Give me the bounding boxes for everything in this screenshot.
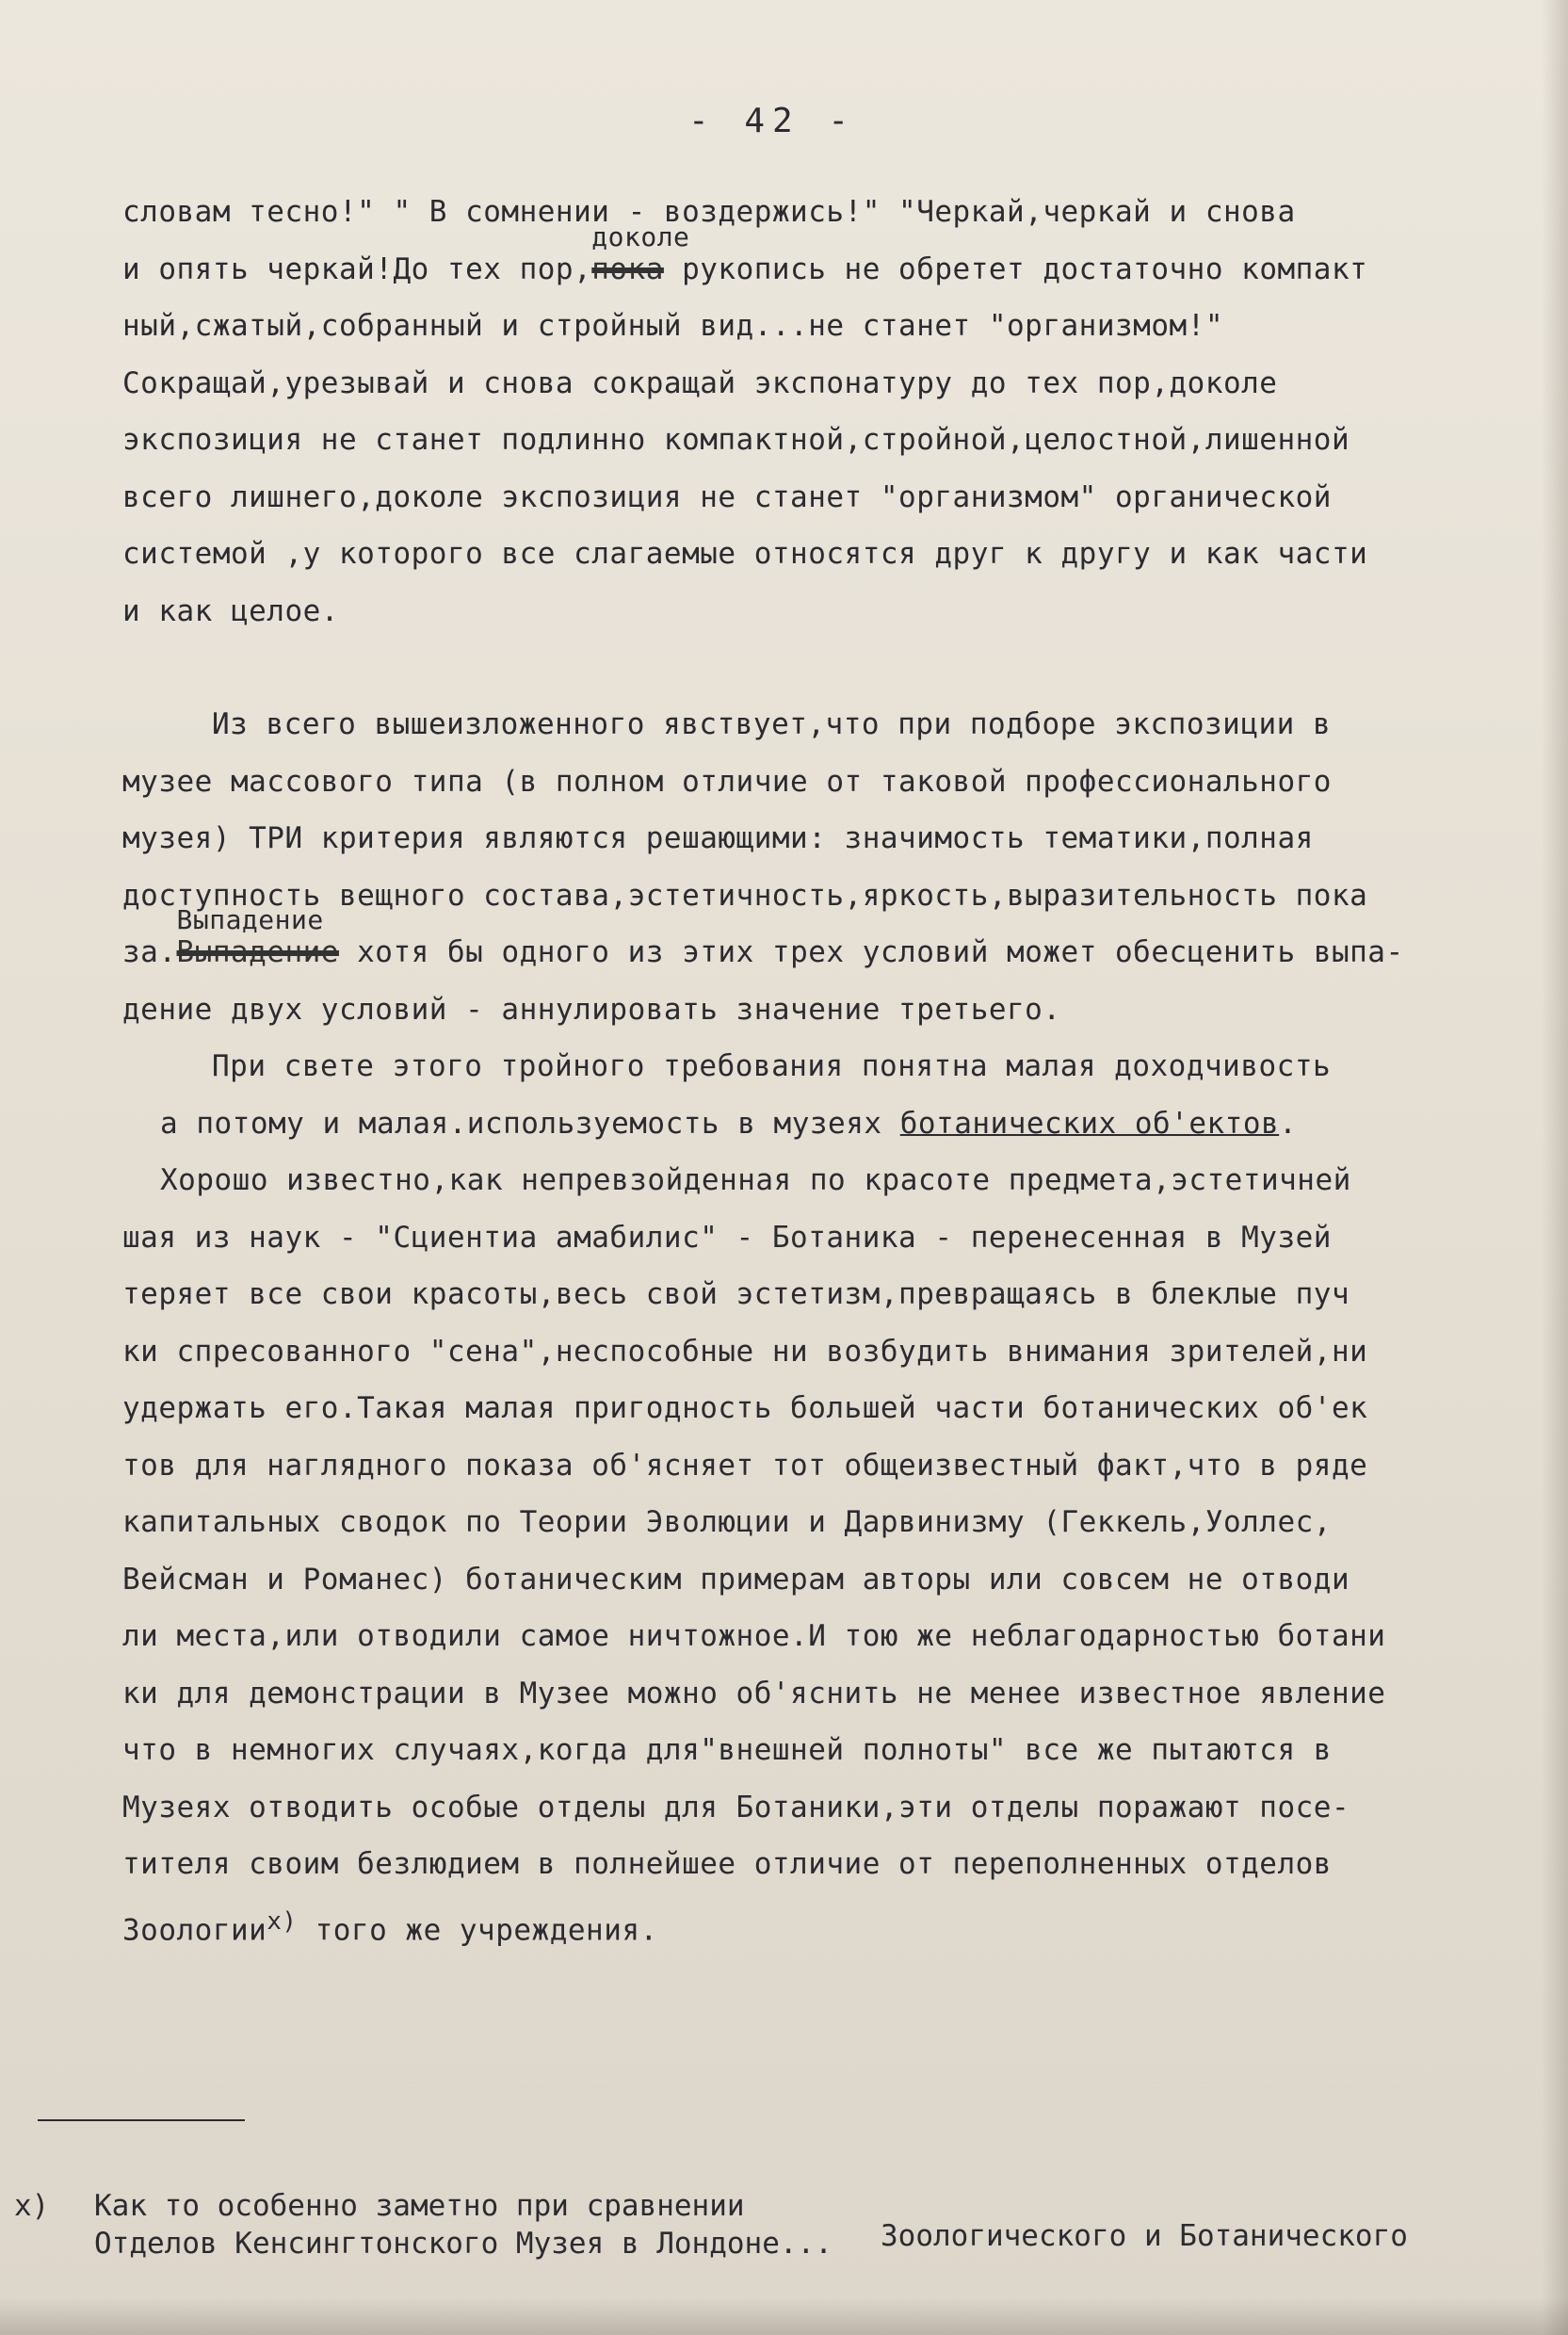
handwritten-insertion: Выпадение — [176, 904, 324, 935]
typewritten-body — [122, 184, 1554, 1950]
text-fragment: Зоологии — [122, 1912, 267, 1947]
page-bottom-edge — [0, 2297, 1568, 2335]
text-line: что в немногих случаях,когда для"внешней полноты" все же пытаются в — [122, 1733, 1332, 1767]
text-line: удержать его.Такая малая пригодность большей части ботанических об'ек — [122, 1391, 1368, 1425]
text-line: музее массового типа (в полном отличие от таковой профессионального — [122, 764, 1332, 799]
text-line: всего лишнего,доколе экспозиция не станет "организмом" органической — [122, 479, 1332, 514]
text-line: экспозиция не станет подлинно компактной,стройной,целостной,лишенной — [122, 423, 1350, 457]
text-line: Хорошо известно,как непревзойденная по красоте предмета,эстетичней — [160, 1163, 1351, 1197]
text-line: Музеях отводить особые отделы для Ботаники,эти отделы поражают посе- — [122, 1790, 1350, 1824]
text-fragment: за. — [122, 935, 177, 969]
correction — [591, 220, 690, 299]
text-line: Из всего вышеизложенного явствует,что при подборе экспозиции в — [212, 707, 1332, 741]
text-line: При свете этого тройного требования понятна малая доходчивость — [212, 1049, 1332, 1083]
correction — [176, 904, 339, 981]
text-line: ки для демонстрации в Музее можно об'яснить не менее известное явление — [122, 1676, 1386, 1711]
text-line: словам тесно!" " В сомнении - воздержись!" "Черкай,черкай и снова — [122, 195, 1296, 229]
text-line: шая из наук - "Сциентиа амабилис" - Ботаника - перенесенная в Музей — [122, 1220, 1332, 1255]
handwritten-insertion: доколе — [591, 220, 690, 252]
struck-out-word: пока — [591, 251, 664, 286]
text-line: дение двух условий - аннулировать значение третьего. — [122, 992, 1061, 1027]
text-line — [122, 220, 1554, 299]
page-number: - 42 - — [687, 102, 857, 140]
footnote-line: Как то особенно заметно при сравнении — [94, 2189, 745, 2223]
text-line: ный,сжатый,собранный и стройный вид...не станет "организмом!" — [122, 309, 1223, 343]
text-line: ки спресованного "сена",неспособные ни возбудить внимания зрителей,ни — [122, 1334, 1368, 1369]
text-line: и как целое. — [122, 593, 339, 628]
text-line — [122, 1095, 1554, 1153]
text-fragment: а потому и малая.используемость в музеях — [160, 1106, 900, 1141]
paragraph-gap — [122, 640, 1554, 696]
text-line — [122, 904, 1554, 981]
text-line: Вейсман и Романес) ботаническим примерам авторы или совсем не отводи — [122, 1562, 1350, 1597]
text-line: доступность вещного состава,эстетичность,яркость,выразительность пока — [122, 878, 1368, 913]
text-fragment: и опять черкай!До тех пор, — [122, 251, 592, 286]
footnote-marker: x) — [14, 2189, 50, 2223]
footnote-reference: x) — [267, 1906, 298, 1936]
text-fragment: того же учреждения. — [297, 1912, 658, 1947]
text-line: тителя своим безлюдием в полнейшее отличие от переполненных отделов — [122, 1847, 1332, 1881]
underlined-phrase: ботанических об'ектов — [899, 1106, 1280, 1141]
text-line: музея) ТРИ критерия являются решающими: значимость тематики,полная — [122, 821, 1314, 855]
text-line: капитальных сводок по Теории Эволюции и Дарвинизму (Геккель,Уоллес, — [122, 1505, 1332, 1539]
text-fragment: хотя бы одного из этих трех условий может обесценить выпа- — [338, 935, 1404, 969]
text-fragment: . — [1279, 1106, 1298, 1141]
text-line: системой ,у которого все слагаемые относятся друг к другу и как части — [122, 537, 1368, 571]
text-line: тов для наглядного показа об'ясняет тот общеизвестный факт,что в ряде — [122, 1448, 1368, 1483]
text-fragment: рукопись не обретет достаточно компакт — [663, 251, 1368, 286]
struck-out-word: Выпадение — [176, 935, 339, 969]
footnote-line: Зоологического и Ботанического — [881, 2219, 1408, 2253]
text-line: теряет все свои красоты,весь свой эстетизм,превращаясь в блеклые пуч — [122, 1277, 1350, 1311]
text-line: ли места,или отводили самое ничтожное.И тою же неблагодарностью ботани — [122, 1619, 1386, 1653]
footnote-line: Отделов Кенсингтонского Музея в Лондоне... — [94, 2227, 832, 2261]
footnote-separator — [38, 2119, 245, 2121]
text-line: Сокращай,урезывай и снова сокращай экспонатуру до тех пор,доколе — [122, 365, 1278, 400]
text-line — [122, 1893, 1554, 1951]
